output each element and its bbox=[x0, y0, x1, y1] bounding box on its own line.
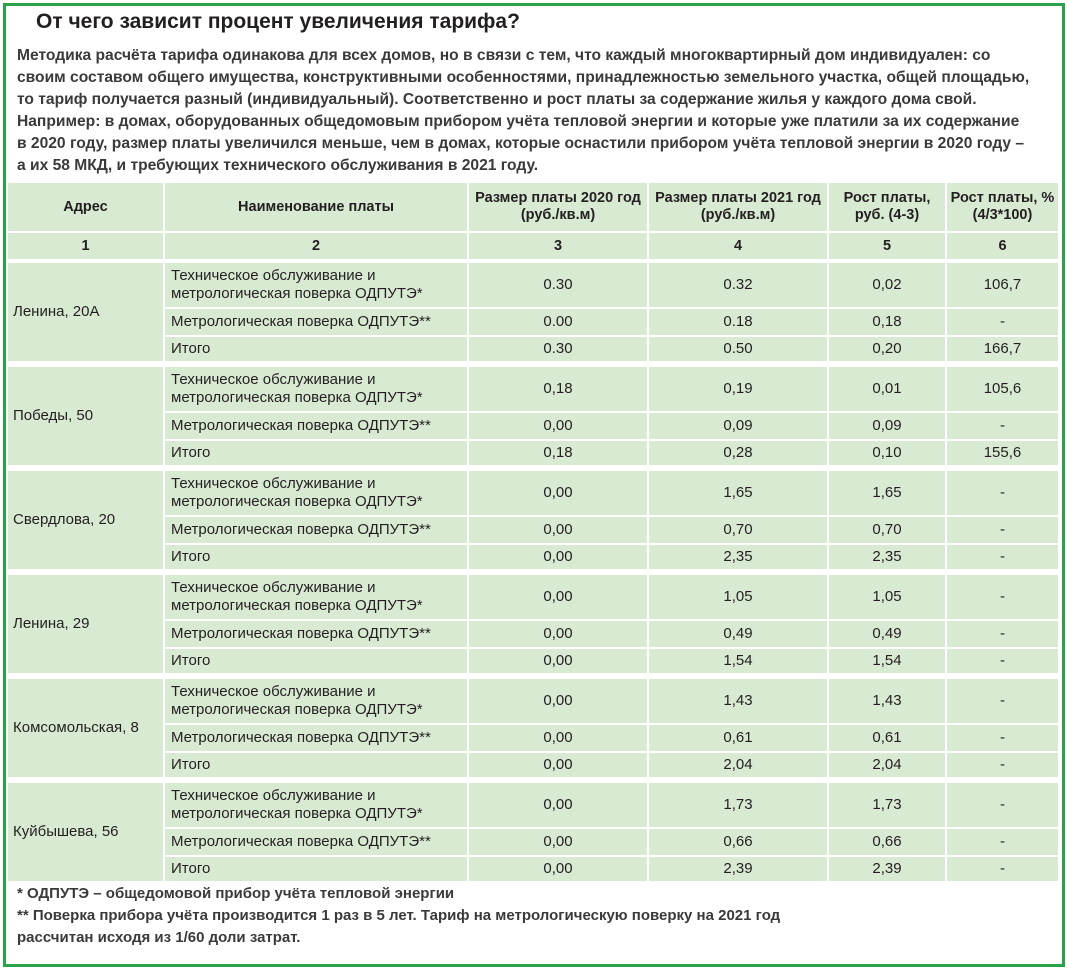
fee-name-cell: Итого bbox=[165, 337, 467, 361]
value-cell: - bbox=[947, 725, 1058, 751]
fee-name-cell: Техническое обслуживание и метрологическая поверка ОДПУТЭ* bbox=[165, 263, 467, 307]
footnote: * ОДПУТЭ – общедомовой прибор учёта тепловой энергии bbox=[17, 885, 455, 902]
example-paragraph bbox=[17, 111, 1047, 177]
value-cell: 0,00 bbox=[469, 471, 647, 515]
value-cell: 0,00 bbox=[469, 753, 647, 777]
value-cell: 0,00 bbox=[469, 725, 647, 751]
value-cell: 2,35 bbox=[829, 545, 945, 569]
value-cell: 0,00 bbox=[469, 857, 647, 881]
fee-name-cell: Метрологическая поверка ОДПУТЭ** bbox=[165, 413, 467, 439]
intro-line: то тариф получается разный (индивидуальный). Соответственно и рост платы за содержание жилья у каждого дома свой. bbox=[17, 91, 977, 108]
value-cell: 0,00 bbox=[469, 413, 647, 439]
fee-name-cell: Техническое обслуживание и метрологическая поверка ОДПУТЭ* bbox=[165, 679, 467, 723]
value-cell: - bbox=[947, 517, 1058, 543]
value-cell: - bbox=[947, 545, 1058, 569]
value-cell: - bbox=[947, 783, 1058, 827]
column-number: 4 bbox=[649, 233, 827, 259]
value-cell: - bbox=[947, 679, 1058, 723]
column-number: 6 bbox=[947, 233, 1058, 259]
value-cell: - bbox=[947, 649, 1058, 673]
column-number: 3 bbox=[469, 233, 647, 259]
value-cell: 0,66 bbox=[829, 829, 945, 855]
article-title: От чего зависит процент увеличения тарифа? bbox=[36, 10, 520, 33]
value-cell: 2,04 bbox=[649, 753, 827, 777]
value-cell: 0,49 bbox=[649, 621, 827, 647]
fee-name-cell: Итого bbox=[165, 545, 467, 569]
footnote: ** Поверка прибора учёта производится 1 раз в 5 лет. Тариф на метрологическую поверку на 2021 год bbox=[17, 907, 781, 924]
value-cell: - bbox=[947, 857, 1058, 881]
value-cell: 0,02 bbox=[829, 263, 945, 307]
fee-name-cell: Итого bbox=[165, 649, 467, 673]
value-cell: 1,05 bbox=[649, 575, 827, 619]
column-number: 5 bbox=[829, 233, 945, 259]
fee-name-cell: Метрологическая поверка ОДПУТЭ** bbox=[165, 725, 467, 751]
fee-name-cell: Метрологическая поверка ОДПУТЭ** bbox=[165, 621, 467, 647]
value-cell: 0,49 bbox=[829, 621, 945, 647]
address-cell: Ленина, 29 bbox=[8, 575, 163, 673]
value-cell: 0.30 bbox=[469, 263, 647, 307]
address-cell: Комсомольская, 8 bbox=[8, 679, 163, 777]
value-cell: 1,05 bbox=[829, 575, 945, 619]
column-header: Наименование платы bbox=[165, 183, 467, 231]
address-cell: Свердлова, 20 bbox=[8, 471, 163, 569]
value-cell: 0,19 bbox=[649, 367, 827, 411]
value-cell: 0,00 bbox=[469, 621, 647, 647]
value-cell: - bbox=[947, 575, 1058, 619]
example-line: Например: в домах, оборудованных общедомовым прибором учёта тепловой энергии и которые уже платили за их содержание bbox=[17, 113, 1020, 130]
value-cell: 0,00 bbox=[469, 575, 647, 619]
column-header: Размер платы 2020 год (руб./кв.м) bbox=[469, 183, 647, 231]
value-cell: 2,04 bbox=[829, 753, 945, 777]
value-cell: 1,54 bbox=[829, 649, 945, 673]
value-cell: 0,00 bbox=[469, 545, 647, 569]
fee-name-cell: Итого bbox=[165, 753, 467, 777]
value-cell: 105,6 bbox=[947, 367, 1058, 411]
value-cell: 0,70 bbox=[649, 517, 827, 543]
intro-paragraph bbox=[17, 45, 1047, 111]
fee-name-cell: Метрологическая поверка ОДПУТЭ** bbox=[165, 517, 467, 543]
column-number: 1 bbox=[8, 233, 163, 259]
value-cell: - bbox=[947, 413, 1058, 439]
value-cell: 0.32 bbox=[649, 263, 827, 307]
fee-name-cell: Итого bbox=[165, 857, 467, 881]
value-cell: 0,00 bbox=[469, 517, 647, 543]
value-cell: 2,35 bbox=[649, 545, 827, 569]
address-cell: Куйбышева, 56 bbox=[8, 783, 163, 881]
footnote: рассчитан исходя из 1/60 доли затрат. bbox=[17, 929, 301, 946]
value-cell: 0,00 bbox=[469, 829, 647, 855]
value-cell: 0,09 bbox=[829, 413, 945, 439]
value-cell: 0,00 bbox=[469, 679, 647, 723]
intro-line: Методика расчёта тарифа одинакова для всех домов, но в связи с тем, что каждый многоквартирный дом индивидуален: со bbox=[17, 47, 991, 64]
column-header: Размер платы 2021 год (руб./кв.м) bbox=[649, 183, 827, 231]
value-cell: 1,73 bbox=[829, 783, 945, 827]
value-cell: 0,61 bbox=[829, 725, 945, 751]
value-cell: 0.30 bbox=[469, 337, 647, 361]
example-line: в 2020 году, размер платы увеличился меньше, чем в домах, которые оснастили прибором учёта тепловой энергии в 2020 году – bbox=[17, 135, 1025, 152]
intro-line: своим составом общего имущества, конструктивными особенностями, принадлежностью земельного участка, общей площадью, bbox=[17, 69, 1030, 86]
value-cell: - bbox=[947, 621, 1058, 647]
tariff-table bbox=[8, 183, 1058, 875]
value-cell: 0,18 bbox=[469, 441, 647, 465]
value-cell: 0,61 bbox=[649, 725, 827, 751]
address-cell: Победы, 50 bbox=[8, 367, 163, 465]
value-cell: 106,7 bbox=[947, 263, 1058, 307]
value-cell: 0,28 bbox=[649, 441, 827, 465]
value-cell: - bbox=[947, 309, 1058, 335]
value-cell: 0,20 bbox=[829, 337, 945, 361]
value-cell: 1,43 bbox=[649, 679, 827, 723]
value-cell: 0,18 bbox=[469, 367, 647, 411]
fee-name-cell: Техническое обслуживание и метрологическая поверка ОДПУТЭ* bbox=[165, 783, 467, 827]
value-cell: 0.18 bbox=[649, 309, 827, 335]
value-cell: 0,00 bbox=[469, 783, 647, 827]
value-cell: 1,73 bbox=[649, 783, 827, 827]
value-cell: 1,65 bbox=[649, 471, 827, 515]
value-cell: 2,39 bbox=[649, 857, 827, 881]
value-cell: 1,54 bbox=[649, 649, 827, 673]
fee-name-cell: Метрологическая поверка ОДПУТЭ** bbox=[165, 309, 467, 335]
value-cell: 0.50 bbox=[649, 337, 827, 361]
example-line: а их 58 МКД, и требующих технического обслуживания в 2021 году. bbox=[17, 157, 539, 174]
value-cell: 0.00 bbox=[469, 309, 647, 335]
column-number: 2 bbox=[165, 233, 467, 259]
value-cell: 0,18 bbox=[829, 309, 945, 335]
value-cell: 0,09 bbox=[649, 413, 827, 439]
value-cell: 2,39 bbox=[829, 857, 945, 881]
value-cell: 0,00 bbox=[469, 649, 647, 673]
value-cell: 1,43 bbox=[829, 679, 945, 723]
column-header: Рост платы, руб. (4-3) bbox=[829, 183, 945, 231]
value-cell: - bbox=[947, 471, 1058, 515]
fee-name-cell: Техническое обслуживание и метрологическая поверка ОДПУТЭ* bbox=[165, 367, 467, 411]
value-cell: 0,01 bbox=[829, 367, 945, 411]
column-header: Рост платы, % (4/3*100) bbox=[947, 183, 1058, 231]
value-cell: 166,7 bbox=[947, 337, 1058, 361]
column-header: Адрес bbox=[8, 183, 163, 231]
value-cell: - bbox=[947, 753, 1058, 777]
fee-name-cell: Техническое обслуживание и метрологическая поверка ОДПУТЭ* bbox=[165, 575, 467, 619]
value-cell: 0,66 bbox=[649, 829, 827, 855]
address-cell: Ленина, 20А bbox=[8, 263, 163, 361]
fee-name-cell: Метрологическая поверка ОДПУТЭ** bbox=[165, 829, 467, 855]
value-cell: - bbox=[947, 829, 1058, 855]
value-cell: 0,10 bbox=[829, 441, 945, 465]
fee-name-cell: Техническое обслуживание и метрологическая поверка ОДПУТЭ* bbox=[165, 471, 467, 515]
value-cell: 155,6 bbox=[947, 441, 1058, 465]
value-cell: 0,70 bbox=[829, 517, 945, 543]
value-cell: 1,65 bbox=[829, 471, 945, 515]
fee-name-cell: Итого bbox=[165, 441, 467, 465]
